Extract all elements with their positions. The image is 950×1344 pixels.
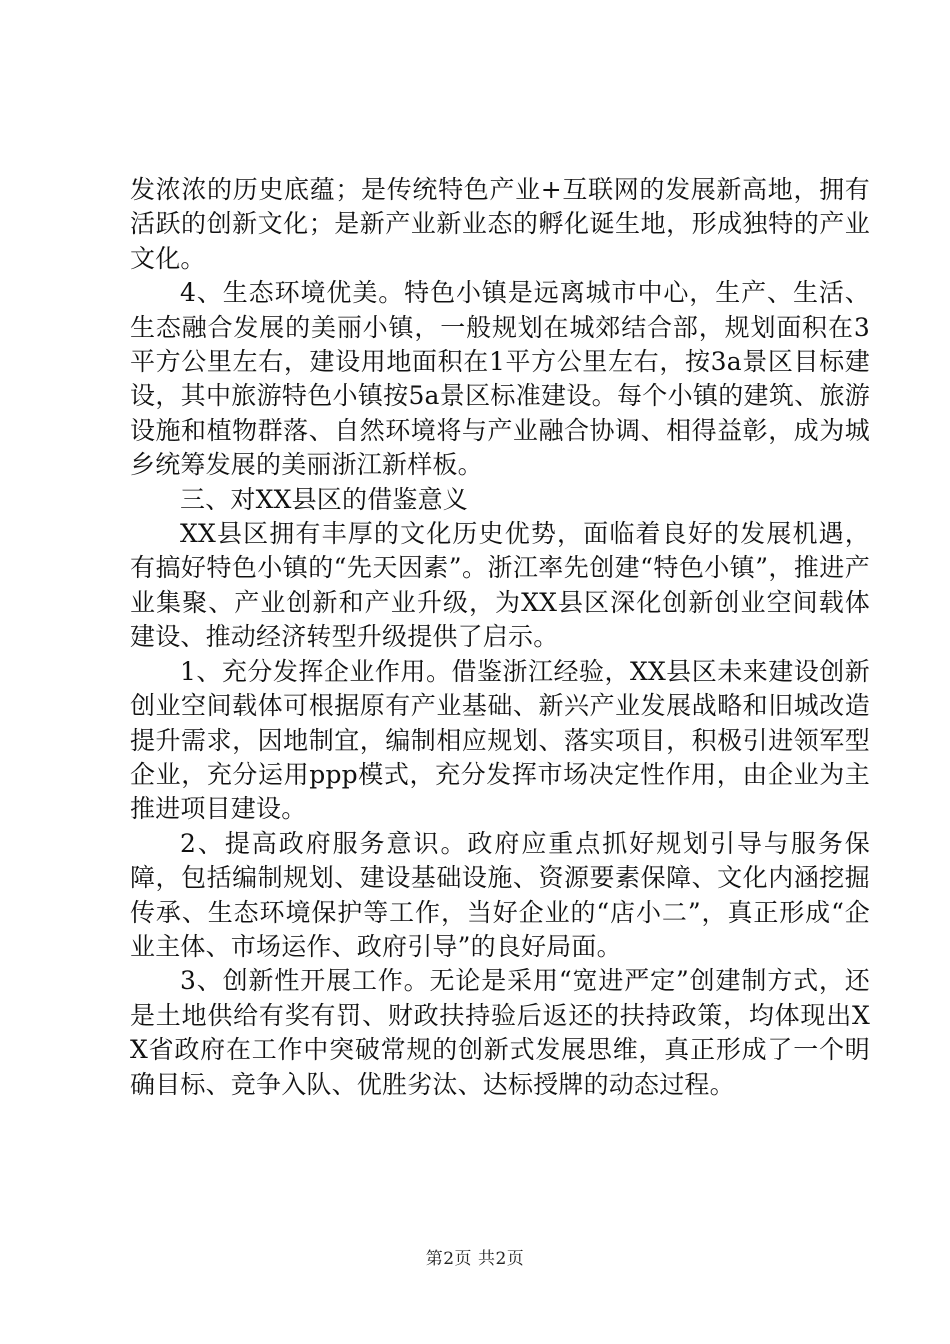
paragraph-point-2: 2、提高政府服务意识。政府应重点抓好规划引导与服务保障，包括编制规划、建设基础设施、资源要素保障、文化内涵挖掘传承、生态环境保护等工作，当好企业的“店小二”，真正形成“企业主体、市场运作、政府引导”的良好局面。: [130, 828, 870, 961]
paragraph-point-1: 1、充分发挥企业作用。借鉴浙江经验，XX县区未来建设创新创业空间载体可根据原有产业基础、新兴产业发展战略和旧城改造提升需求，因地制宜，编制相应规划、落实项目，积极引进领军型企业，充分运用ppp模式，充分发挥市场决定性作用，由企业为主推进项目建设。: [130, 656, 870, 824]
page-footer: 第2页 共2页: [425, 1249, 525, 1269]
paragraph-continuation: 发浓浓的历史底蕴；是传统特色产业+互联网的发展新高地，拥有活跃的创新文化；是新产业新业态的孵化诞生地，形成独特的产业文化。: [130, 175, 870, 273]
document-body: [130, 173, 870, 1102]
paragraph-point-4: 4、生态环境优美。特色小镇是远离城市中心，生产、生活、生态融合发展的美丽小镇，一般规划在城郊结合部，规划面积在3平方公里左右，建设用地面积在1平方公里左右，按3a景区目标建设，其中旅游特色小镇按5a景区标准建设。每个小镇的建筑、旅游设施和植物群落、自然环境将与产业融合协调、相得益彰，成为城乡统筹发展的美丽浙江新样板。: [130, 278, 870, 480]
paragraph-point-3: 3、创新性开展工作。无论是采用“宽进严定”创建制方式，还是土地供给有奖有罚、财政扶持验后返还的扶持政策，均体现出XX省政府在工作中突破常规的创新式发展思维，真正形成了一个明确目标、竞争入队、优胜劣汰、达标授牌的动态过程。: [130, 966, 870, 1099]
paragraph-section-intro: XX县区拥有丰厚的文化历史优势，面临着良好的发展机遇，有搞好特色小镇的“先天因素”。浙江率先创建“特色小镇”，推进产业集聚、产业创新和产业升级，为XX县区深化创新创业空间载体建设、推动经济转型升级提供了启示。: [130, 519, 870, 652]
section-heading-3: 三、对XX县区的借鉴意义: [180, 484, 468, 514]
